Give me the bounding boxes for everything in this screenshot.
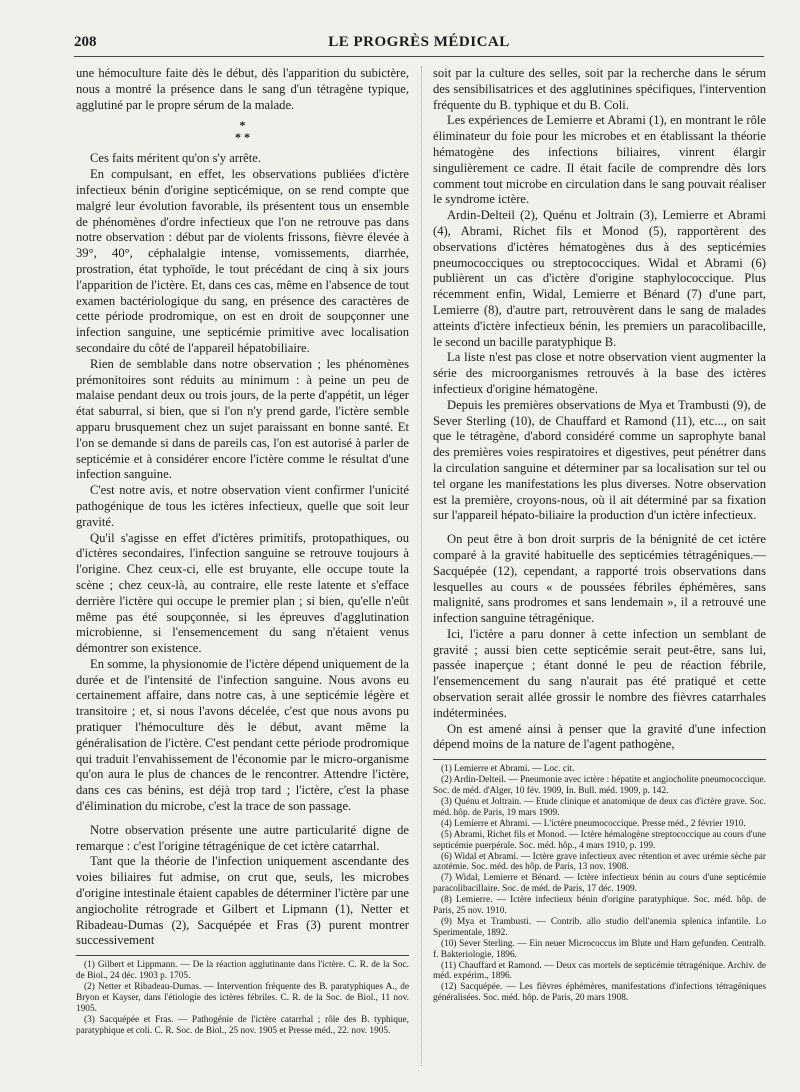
body-paragraph: On peut être à bon droit surpris de la bénignité de cet ictère comparé à la gravité habituelle des septicémies tétragéniques.— Sacquépée (12), cependant, a rapporté trois observations dans lesquelles au cours « de poussées fébriles éphémères, sans malignité, sans prodromes et sans lendemain », il a retrouvé une infection sanguine tétragénique. <box>433 532 766 626</box>
right-footnotes <box>433 764 766 1004</box>
footnote-separator <box>433 759 766 760</box>
running-header <box>74 34 764 57</box>
body-paragraph: La liste n'est pas close et notre observation vient augmenter la série des microorganismes retrouvés à la base des ictères infectieux d'origine hématogène. <box>433 350 766 396</box>
footnote: (6) Widal et Abrami. — Ictère grave infectieux avec rétention et avec urémie sèche par azotémie. Soc. méd. des hôp. de Paris, 13 nov. 1908. <box>433 851 766 873</box>
footnote: (3) Sacquépée et Fras. — Pathogénie de l'ictère catarrhal ; rôle des B. typhique, paratyphique et coli. C. R. Soc. de Biol., 25 nov. 1905 et Presse méd., 22. nov. 1905. <box>76 1014 409 1036</box>
right-column <box>433 66 766 1004</box>
body-paragraph: En compulsant, en effet, les observations publiées d'ictère infectieux bénin d'origine septicémique, on se rend compte que malgré leur évolution favorable, ils présentent tous un ensemble de phénomènes d'ordre infectieux que l'on ne retrouve pas dans notre observation : début par de violents frissons, fièvre élevée à 39°, 40°, céphalalgie intense, vomissements, diarrhée, prostration, état typhoïde, le tout précédant de cinq à six jours l'apparition de l'ictère. Et, dans ces cas, même en l'absence de tout examen bactériologique du sang, en présence des caractères de cette période prodromique, on est en droit de soupçonner une infection sanguine, une septicémie primitive avec localisation secondaire du côté de l'appareil hépatobiliaire. <box>76 167 409 355</box>
body-paragraph: Notre observation présente une autre particularité digne de remarque : c'est l'origine tétragénique de cet ictère catarrhal. <box>76 822 409 853</box>
footnote: (3) Quénu et Joltrain. — Etude clinique et anatomique de deux cas d'ictère grave. Soc. méd. hôp. de Paris, 19 mars 1909. <box>433 796 766 818</box>
footnote: (10) Sever Sterling. — Ein neuer Micrococcus im Blute und Harn gefunden. Centralb. f. Bakteriologie, 1896. <box>433 938 766 960</box>
body-paragraph: Rien de semblable dans notre observation ; les phénomènes prémonitoires sont réduits au minimum : à peine un peu de malaise pendant deux ou trois jours, de la perte d'appétit, un léger état saburral, si bien, que si l'on n'y prend garde, l'ictère semble apparu brusquement chez un sujet paraissant en bonne santé. Et l'on se demande si dans de pareils cas, l'on est autorisé à parler de septicémie et à considérer encore l'ictère comme le résultat d'une infection sanguine. <box>76 356 409 482</box>
left-footnotes <box>76 960 409 1036</box>
footnote: (7) Widal, Lemierre et Bénard. — Ictère infectieux bénin au cours d'une septicémie paracolibacillaire. Soc. de méd. de Paris, 17 déc. 1909. <box>433 873 766 895</box>
footnote: (8) Lemierre. — Ictère infectieux bénin d'origine paratyphique. Soc. méd. hôp. de Paris, 25 nov. 1910. <box>433 895 766 917</box>
footnote: (4) Lemierre et Abrami. — L'ictère pneumococcique. Presse méd., 2 février 1910. <box>441 818 746 829</box>
footnote-separator <box>76 955 409 956</box>
body-paragraph: Depuis les premières observations de Mya et Trambusti (9), de Sever Sterling (10), de Chauffard et Ramond (11), etc..., on sait que le tétragène, d'abord considéré comme un saprophyte banal des premières voies respiratoires et digestives, peut pénétrer dans la circulation sanguine et déterminer par sa localisation sur tel ou tel organe les manifestations les plus diverses. Notre observation est la première, croyons-nous, où il ait déterminé par sa fixation sur l'appareil hépato-biliaire la production d'un ictère infectieux. <box>433 397 766 523</box>
footnote: (1) Gilbert et Lippmann. — De la réaction agglutinante dans l'ictère. C. R. de la Soc. de Biol., 24 déc. 1903 p. 1705. <box>76 960 409 982</box>
footnote: (12) Sacquépée. — Les fièvres éphémères, manifestations d'infections tétragéniques généralisées. Soc. méd. hôp. de Paris, 20 mars 1908. <box>433 982 766 1004</box>
page-number: 208 <box>74 34 97 50</box>
body-paragraph: Les expériences de Lemierre et Abrami (1), en montrant le rôle éliminateur du foie pour les microbes et en établissant la théorie hématogène des infections biliaires, vinrent élargir singulièrement ce cadre. Il était facile de comprendre dès lors comment tout microbe en circulation dans le sang pouvait réaliser le syndrome ictère. <box>433 113 766 207</box>
body-paragraph: une hémoculture faite dès le début, dès l'apparition du subictère, nous a montré la présence dans le sang d'un tétragène typique, agglutiné par le propre sérum de la malade. <box>76 66 409 112</box>
footnote: (2) Ardin-Delteil. — Pneumonie avec ictère : hépatite et angiocholite pneumococcique. Soc. de méd. d'Alger, 10 fév. 1909, In. Bull. méd. 1909, p. 142. <box>433 775 766 797</box>
footnote: (5) Abrami, Richet fils et Monod. — Ictère hémalogène streptococcique au cours d'une septicémie puerpérale. Soc. méd. hôp., 4 mars 1910, p. 199. <box>433 829 766 851</box>
body-paragraph: Ici, l'ictère a paru donner à cette infection un semblant de gravité ; aussi bien cette septicémie serait peut-être, sans lui, passée inaperçue ; étant donné le peu de réaction fébrile, l'ensemencement du sang n'aurait pas été pratiqué et cette observation serait allée grossir le nombre des fièvres catarrhales indéterminées. <box>433 626 766 720</box>
body-paragraph: Tant que la théorie de l'infection uniquement ascendante des voies biliaires fut admise, on crut que, seuls, les microbes d'origine intestinale étaient capables de déterminer l'ictère par une angiocholite rétrograde et Gilbert et Lipmann (1), Netter et Ribadeau-Dumas (2), Sacquépée et Fras (3) purent montrer successivement <box>76 854 409 948</box>
journal-title: LE PROGRÈS MÉDICAL <box>328 34 510 50</box>
left-column <box>76 66 409 1037</box>
footnote: (2) Netter et Ribadeau-Dumas. — Intervention fréquente des B. paratyphiques A., de Bryon et Kayser, dans l'étiologie des ictères fébriles. C. R. de la Soc. de Biol., 11 nov. 1905. <box>76 982 409 1014</box>
body-paragraph: Ardin-Delteil (2), Quénu et Joltrain (3), Lemierre et Abrami (4), Abrami, Richet fils et Monod (5), rapportèrent des observations d'ictères hématogènes dus à des septicémies pneumococciques ou streptococciques. Widal et Abrami (6) publièrent un cas d'ictère d'origine staphylococcique. Plus récemment enfin, Widal, Lemierre et Bénard (7) d'une part, Lemierre (8), d'autre part, retrouvèrent dans le sang de malades atteints d'ictère infectieux bénin, les premiers un paracolibacille, le second un bacille paratyphique B. <box>433 208 766 349</box>
footnote: (9) Mya et Trambusti. — Contrib. allo studio dell'anemia splenica infantile. Lo Sperimentale, 1892. <box>433 916 766 938</box>
footnote: (1) Lemierre et Abrami. — Loc. cit. <box>441 764 575 775</box>
body-paragraph: soit par la culture des selles, soit par la recherche dans le sérum des sensibilisatrices et des agglutinines spécifiques, l'intervention fréquente du B. typhique et du B. Coli. <box>433 66 766 112</box>
section-separator-stars: * * * <box>235 118 250 145</box>
body-paragraph: Qu'il s'agisse en effet d'ictères primitifs, protopathiques, ou d'ictères secondaires, l'infection sanguine se retrouve toujours à l'origine. Chez ceux-ci, elle est bruyante, elle occupe toute la scène ; chez ceux-là, au contraire, elle reste latente et s'efface derrière l'ictère qui occupe le premier plan ; si bien, qu'elle n'eût même pas été soupçonnée, si les épreuves d'agglutination microbienne, si l'ensemencement du sang n'étaient venus démontrer son existence. <box>76 530 409 656</box>
column-divider <box>421 66 422 1066</box>
body-paragraph: C'est notre avis, et notre observation vient confirmer l'unicité pathogénique de tous les ictères infectieux, quelle que soit leur gravité. <box>76 483 409 529</box>
footnote: (11) Chauffard et Ramond. — Deux cas mortels de septicémie tétragénique. Archiv. de méd. expérim., 1896. <box>433 960 766 982</box>
body-paragraph: En somme, la physionomie de l'ictère dépend uniquement de la durée et de l'intensité de l'infection sanguine. Nous avons eu certainement affaire, dans notre cas, à une septicémie légère et transitoire ; et, si nous l'avons décelée, c'est que nous avons pu pratiquer l'hémoculture dès le début, avant même la généralisation de l'ictère. C'est pendant cette période prodromique qui traduit l'envahissement de l'économie par le micro-organisme qu'on aura le plus de chances de le rencontrer. Attendre l'ictère, dans ces cas bénins, est déjà trop tard ; l'ictère, c'est la phase d'élimination du microbe, c'est la trace de son passage. <box>76 656 409 814</box>
body-paragraph: On est amené ainsi à penser que la gravité d'une infection dépend moins de la nature de l'agent pathogène, <box>433 721 766 752</box>
body-paragraph: Ces faits méritent qu'on s'y arrête. <box>90 151 262 166</box>
